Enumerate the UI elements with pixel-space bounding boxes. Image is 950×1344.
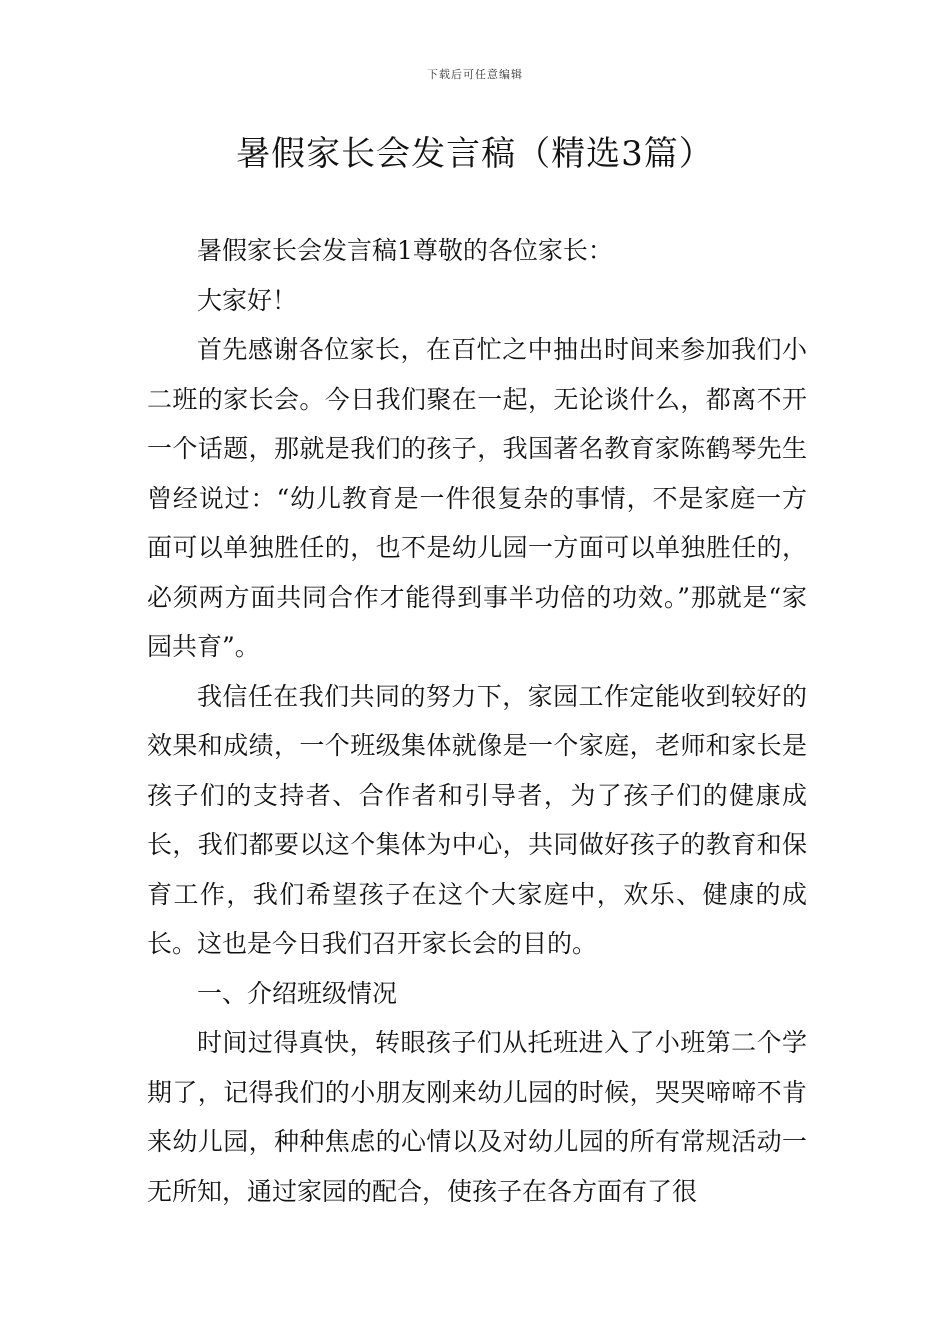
paragraph-salutation: 暑假家长会发言稿1尊敬的各位家长： (197, 236, 613, 265)
paragraph-trust: 我信任在我们共同的努力下，家园工作定能收到较好的效果和成绩，一个班级集体就像是一个家庭，老师和家长是孩子们的支持者、合作者和引导者，为了孩子们的健康成长，我们都要以这个集体为中心，共同做好孩子的教育和保育工作，我们希望孩子在这个大家庭中，欢乐、健康的成长。这也是今日我们召开家长会的目的。 (147, 681, 807, 958)
section-heading: 一、介绍班级情况 (197, 978, 398, 1008)
paragraph-greeting: 大家好！ (197, 285, 298, 315)
paragraph-class-status: 时间过得真快，转眼孩子们从托班进入了小班第二个学期了，记得我们的小朋友刚来幼儿园的时候，哭哭啼啼不肯来幼儿园，种种焦虑的心情以及对幼儿园的所有常规活动一无所知，通过家园的配合，使孩子在各方面有了很 (147, 1028, 807, 1206)
paragraph-intro: 首先感谢各位家长，在百忙之中抽出时间来参加我们小二班的家长会。今日我们聚在一起，无论谈什么，都离不开一个话题，那就是我们的孩子，我国著名教育家陈鹤琴先生曾经说过：“幼儿教育是一件很复杂的事情，不是家庭一方面可以单独胜任的，也不是幼儿园一方面可以单独胜任的，必须两方面共同合作才能得到事半功倍的功效。”那就是“家园共育”。 (147, 335, 807, 661)
document-body (147, 226, 807, 1216)
header-note: 下载后可任意编辑 (427, 68, 523, 81)
document-title: 暑假家长会发言稿（精选3篇） (236, 134, 714, 174)
